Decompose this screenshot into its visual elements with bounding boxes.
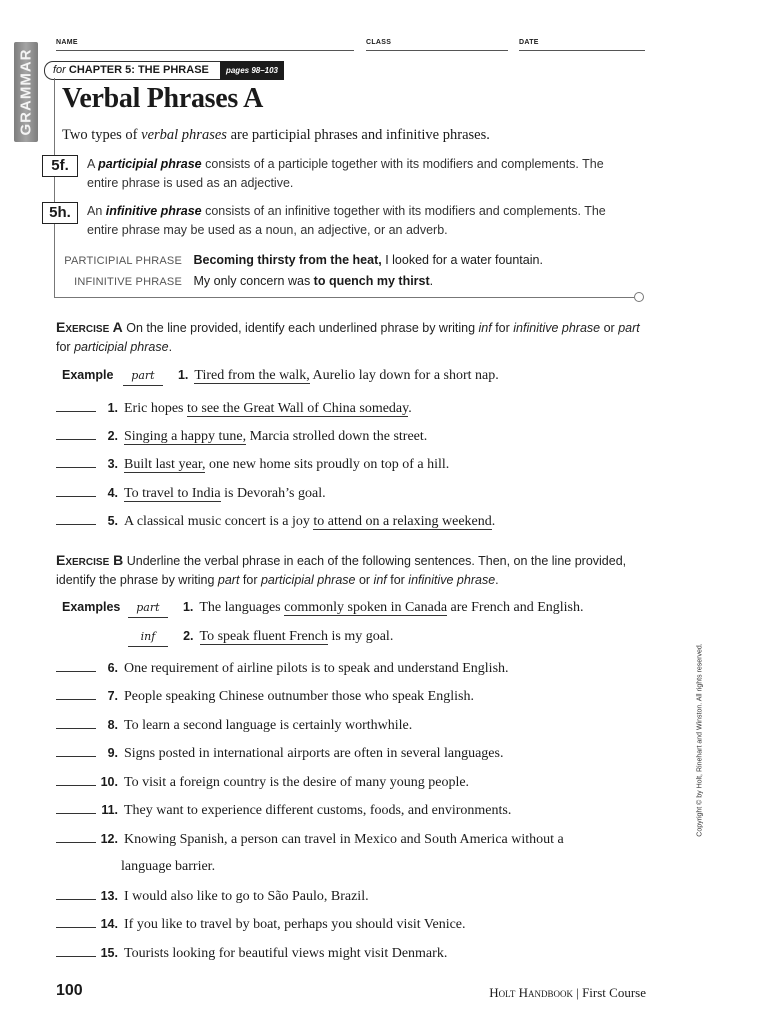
exercise-b-heading: Exercise B bbox=[56, 552, 124, 568]
example-label: Example bbox=[62, 368, 114, 382]
list-item-continuation: language barrier. bbox=[121, 859, 216, 874]
answer-blank[interactable] bbox=[56, 887, 96, 900]
answer-blank[interactable] bbox=[56, 484, 96, 497]
name-label: NAME bbox=[56, 39, 78, 46]
intro-text: Two types of verbal phrases are participial phrases and infinitive phrases. bbox=[62, 127, 490, 143]
frame-horizontal-rule bbox=[54, 297, 634, 298]
frame-end-dot bbox=[634, 292, 644, 302]
list-item: 4. To travel to India is Devorah’s goal. bbox=[56, 484, 326, 503]
exercise-a-instructions: Exercise A On the line provided, identify each underlined phrase by writing inf for infinitive phrase or part for participial phrase. bbox=[56, 319, 640, 354]
side-tab-label: GRAMMAR bbox=[17, 48, 35, 136]
exercise-a-example: Example part 1. Tired from the walk, Aurelio lay down for a short nap. bbox=[62, 366, 499, 386]
date-line bbox=[519, 50, 645, 51]
list-item: 5. A classical music concert is a joy to attend on a relaxing weekend. bbox=[56, 512, 495, 531]
date-label: DATE bbox=[519, 39, 539, 46]
list-item: 14. If you like to travel by boat, perhaps you should visit Venice. bbox=[56, 915, 466, 934]
list-item: 3. Built last year, one new home sits proudly on top of a hill. bbox=[56, 455, 449, 474]
answer-blank[interactable] bbox=[56, 801, 96, 814]
class-line bbox=[366, 50, 508, 51]
answer-blank[interactable] bbox=[56, 915, 96, 928]
exercise-b-instructions: Exercise B Underline the verbal phrase in each of the following sentences. Then, on the line provided, identify the phrase by writing part for participial phrase or inf for infinitive phrase. bbox=[56, 552, 627, 587]
book-credit: Holt Handbook | First Course bbox=[489, 985, 646, 1000]
exercise-a-heading: Exercise A bbox=[56, 319, 123, 335]
answer-blank[interactable] bbox=[56, 687, 96, 700]
participial-label: PARTICIPIAL PHRASE bbox=[64, 255, 182, 267]
answer-blank[interactable] bbox=[56, 944, 96, 957]
infinitive-label: INFINITIVE PHRASE bbox=[74, 276, 182, 288]
intro-term: verbal phrases bbox=[141, 127, 227, 143]
answer-blank[interactable] bbox=[56, 773, 96, 786]
answer-blank[interactable] bbox=[56, 659, 96, 672]
answer-blank[interactable] bbox=[56, 716, 96, 729]
chapter-prefix: for bbox=[53, 64, 66, 76]
list-item: 10. To visit a foreign country is the desire of many young people. bbox=[56, 773, 469, 792]
list-item: 12. Knowing Spanish, a person can travel in Mexico and South America without a bbox=[56, 830, 564, 849]
answer-blank[interactable] bbox=[56, 427, 96, 440]
book-title: Holt Handbook bbox=[489, 985, 573, 1000]
pages-badge: pages 98–103 bbox=[220, 61, 284, 80]
grammar-side-tab bbox=[14, 42, 38, 142]
page-title: Verbal Phrases A bbox=[62, 83, 264, 114]
list-item: 15. Tourists looking for beautiful views might visit Denmark. bbox=[56, 944, 447, 963]
answer-blank[interactable] bbox=[56, 830, 96, 843]
answer-blank[interactable] bbox=[56, 744, 96, 757]
answer-blank[interactable] bbox=[56, 455, 96, 468]
class-label: CLASS bbox=[366, 39, 392, 46]
rule-5h-term: infinitive phrase bbox=[105, 204, 202, 218]
page-number: 100 bbox=[56, 982, 83, 999]
chapter-banner bbox=[44, 61, 221, 80]
list-item: 7. People speaking Chinese outnumber those who speak English. bbox=[56, 687, 474, 706]
list-item: 6. One requirement of airline pilots is to speak and understand English. bbox=[56, 659, 509, 678]
list-item: 9. Signs posted in international airports are often in several languages. bbox=[56, 744, 503, 763]
list-item: 11. They want to experience different customs, foods, and environments. bbox=[56, 801, 511, 820]
examples-label: Examples bbox=[62, 600, 121, 614]
example-answer: part bbox=[123, 367, 163, 386]
rule-5f-text: A participial phrase consists of a participle together with its modifiers and complements. The entire phrase is used as an adjective. bbox=[87, 157, 604, 190]
example-answer: part bbox=[128, 599, 168, 618]
list-item: 8. To learn a second language is certainly worthwhile. bbox=[56, 716, 412, 735]
name-line bbox=[56, 50, 354, 51]
list-item: 1. Eric hopes to see the Great Wall of China someday. bbox=[56, 399, 412, 418]
chapter-title: CHAPTER 5: THE PHRASE bbox=[68, 64, 209, 76]
infinitive-example-row: INFINITIVE PHRASE My only concern was to quench my thirst. bbox=[62, 274, 433, 288]
exercise-b-example-1: Examples part 1. The languages commonly spoken in Canada are French and English. bbox=[62, 598, 584, 618]
list-item: 13. I would also like to go to São Paulo, Brazil. bbox=[56, 887, 369, 906]
example-answer: inf bbox=[128, 628, 168, 647]
rule-code-5h: 5h. bbox=[42, 202, 78, 224]
answer-blank[interactable] bbox=[56, 512, 96, 525]
exercise-b-example-2: inf 2. To speak fluent French is my goal. bbox=[128, 627, 393, 647]
course-name: First Course bbox=[582, 985, 646, 1000]
list-item: 2. Singing a happy tune, Marcia strolled down the street. bbox=[56, 427, 427, 446]
rule-5h-text: An infinitive phrase consists of an infinitive together with its modifiers and complements. The entire phrase may be used as a noun, an adjective, or an adverb. bbox=[87, 204, 606, 237]
rule-code-5f: 5f. bbox=[42, 155, 78, 177]
answer-blank[interactable] bbox=[56, 399, 96, 412]
participial-example-row: PARTICIPIAL PHRASE Becoming thirsty from the heat, I looked for a water fountain. bbox=[62, 253, 543, 267]
rule-5f-term: participial phrase bbox=[98, 157, 202, 171]
copyright-notice: Copyright © by Holt, Rinehart and Winston. All rights reserved. bbox=[696, 643, 704, 837]
frame-vertical-rule bbox=[54, 78, 55, 298]
